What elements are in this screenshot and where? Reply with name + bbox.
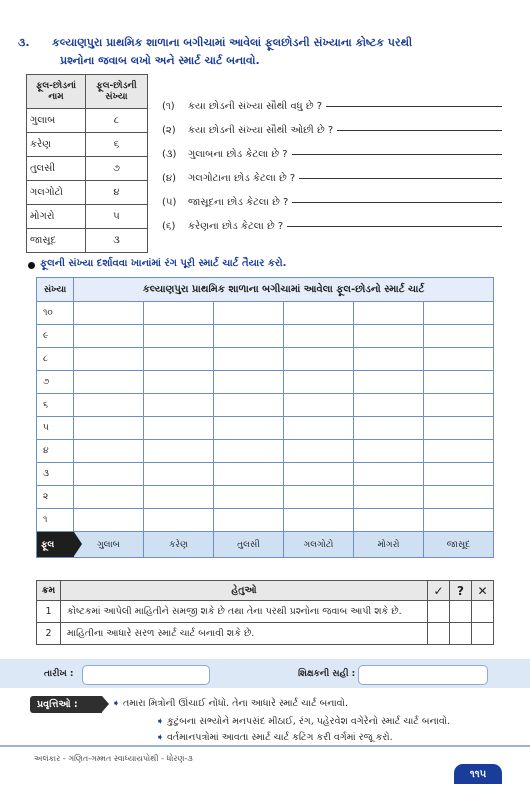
tick-icon: ✓ [428,581,450,601]
chart-cell[interactable] [424,417,493,439]
question-item [162,88,502,112]
question-item-text: જાસૂદના છોડ કેટલા છે ? [188,197,289,208]
question-list [162,88,502,232]
table-row [27,229,148,253]
chart-cell[interactable] [74,440,144,462]
evaluation-row [37,601,494,623]
chart-cell[interactable] [284,440,354,462]
table-row [27,133,148,157]
teacher-signature-label: શિક્ષકની સહી : [298,669,356,679]
activity-item: ➧ તમારા મિત્રોની ઊંચાઈ નોંધો. તેના આધારે સ્માર્ટ ચાર્ટ બનાવો. [112,698,348,709]
question-item-number: (૨) [162,125,176,136]
chart-y-label: ૫ [37,417,74,439]
flower-name: ગલગોટો [27,181,86,205]
flower-name: મોગરો [27,205,86,229]
table-row [27,205,148,229]
chart-y-header: સંખ્યા [37,278,74,301]
chart-row [37,440,493,463]
chart-cell[interactable] [284,394,354,416]
page-number: ૧૧૫ [454,764,502,784]
footer-book-title: અલંકાર - ગણિત-ગમ્મત સ્વાધ્યાયપોથી - ધોરણ-૩ [34,754,193,763]
header-objectives: હેતુઓ [61,581,428,601]
chart-y-label: ૬ [37,394,74,416]
chart-cell[interactable] [284,348,354,370]
flower-name: તુલસી [27,157,86,181]
chart-cell[interactable] [144,417,214,439]
header-serial: ક્રમ [37,581,61,601]
question-item-text: કયા છોડની સંખ્યા સૌથી ઓછી છે ? [188,125,334,136]
chart-cell[interactable] [424,440,493,462]
chart-y-label: ૭ [37,371,74,393]
chart-category-label: ગુલાબ [74,532,144,557]
table-header-row [27,75,148,109]
table-row [27,109,148,133]
question-item-number: (૬) [162,221,176,232]
cross-icon: ✕ [472,581,494,601]
chart-cell[interactable] [424,325,493,347]
activity-item: ➧ કુટુંબના સભ્યોને મનપસંદ મીઠાઈ, રંગ, પહેરવેશ વગેરેનો સ્માર્ટ ચાર્ટ બનાવો. [156,716,451,727]
chart-y-label: ૧૦ [37,302,74,324]
question-line-2: પ્રશ્નોના જવાબ લખો અને સ્માર્ટ ચાર્ટ બનાવો. [60,54,260,67]
question-item-text: કયા છોડની સંખ્યા સૌથી વધુ છે ? [188,101,323,112]
chart-category-label: તુલસી [214,532,284,557]
arrow-icon: ➧ [112,698,120,709]
question-item-number: (૫) [162,197,177,208]
flower-count: ૭ [85,157,147,181]
chart-cell[interactable] [214,348,284,370]
chart-cell[interactable] [74,302,144,324]
answer-line[interactable] [326,106,502,107]
chart-cell[interactable] [354,486,424,508]
flower-count: ૫ [85,205,147,229]
answer-line[interactable] [287,226,502,227]
chart-cell[interactable] [214,371,284,393]
question-number: ૩. [18,36,30,49]
question-item-number: (૧) [162,101,175,112]
chart-cell[interactable] [354,440,424,462]
chart-footer [37,532,493,557]
header-flower-count: ફૂલ-છોડની સંખ્યા [85,75,147,109]
chart-x-header: ફૂલ [37,532,74,557]
question-cell[interactable] [450,601,472,623]
chart-cell[interactable] [284,463,354,485]
chart-cell[interactable] [214,509,284,531]
flower-name: ગુલાબ [27,109,86,133]
arrow-icon: ➧ [156,732,164,743]
tick-cell[interactable] [428,601,450,623]
chart-row [37,371,493,394]
question-item [162,208,502,232]
chart-cell[interactable] [284,486,354,508]
chart-cell[interactable] [284,417,354,439]
chart-header [37,278,493,302]
evaluation-header-row [37,581,494,601]
chart-cell[interactable] [214,302,284,324]
chart-cell[interactable] [354,302,424,324]
chart-cell[interactable] [74,371,144,393]
chart-y-label: ૩ [37,463,74,485]
table-row [27,181,148,205]
chart-cell[interactable] [214,394,284,416]
question-item-number: (૪) [162,173,177,184]
answer-line[interactable] [292,154,502,155]
question-item-text: કરેણના છોડ કેટલા છે ? [188,221,284,232]
chart-cell[interactable] [354,394,424,416]
chart-cell[interactable] [74,348,144,370]
chart-cell[interactable] [214,463,284,485]
chart-cell[interactable] [424,486,493,508]
question-line-1: કલ્યાણપુરા પ્રાથમિક શાળાના બગીચામાં આવેલાં ફૂલછોડની સંખ્યાના કોષ્ટક પરથી [52,36,413,49]
question-cell[interactable] [450,623,472,645]
chart-cell[interactable] [144,302,214,324]
chart-cell[interactable] [284,302,354,324]
answer-line[interactable] [292,202,502,203]
activities-label: પ્રવૃત્તિઓ : [30,696,102,713]
evaluation-row-text: માહિતીના આધારે સરળ સ્માર્ટ ચાર્ટ બનાવી શકે છે. [61,623,428,645]
chart-cell[interactable] [74,394,144,416]
question-item [162,160,502,184]
chart-row [37,463,493,486]
bullet-icon [28,262,35,269]
chart-cell[interactable] [354,463,424,485]
chart-row [37,325,493,348]
chart-cell[interactable] [214,417,284,439]
flower-count: ૩ [85,229,147,253]
evaluation-table [36,580,494,645]
chart-cell[interactable] [284,371,354,393]
chart-cell[interactable] [354,509,424,531]
chart-row [37,348,493,371]
chart-y-label: ૧ [37,509,74,531]
flower-count: ૪ [85,181,147,205]
chart-cell[interactable] [214,486,284,508]
table-row [27,157,148,181]
chart-y-label: ૨ [37,486,74,508]
chart-y-label: ૮ [37,348,74,370]
header-flower-name: ફૂલ-છોડનાં નામ [27,75,86,109]
footer-divider [0,745,530,747]
date-field[interactable] [82,665,210,685]
chart-cell[interactable] [144,348,214,370]
chart-cell[interactable] [424,509,493,531]
chart-cell[interactable] [424,371,493,393]
chart-row [37,394,493,417]
chart-y-label: ૪ [37,440,74,462]
chart-cell[interactable] [144,371,214,393]
chart-category-label: જાસૂદ [446,539,471,550]
chart-cell[interactable] [144,394,214,416]
chart-row [37,509,493,532]
evaluation-row-number: 2 [37,623,61,645]
question-mark-icon: ? [450,581,472,601]
flower-count: ૮ [85,109,147,133]
chart-cell[interactable] [144,440,214,462]
chart-cell[interactable] [74,509,144,531]
chart-row [37,302,493,325]
arrow-icon: ➧ [156,716,164,727]
chart-category-label: ગલગોટો [284,532,354,557]
chart-cell[interactable] [424,463,493,485]
chart-cell[interactable] [144,463,214,485]
chart-cell[interactable] [214,325,284,347]
date-label: તારીખ : [44,669,74,679]
chart-cell[interactable] [354,348,424,370]
chart-cell[interactable] [144,509,214,531]
chart-cell[interactable] [354,325,424,347]
question-item-number: (૩) [162,149,177,160]
chart-category-label: કરેણ [144,532,214,557]
chart-cell[interactable] [424,348,493,370]
question-item [162,136,502,160]
chart-cell[interactable] [74,486,144,508]
chart-y-label: ૯ [37,325,74,347]
evaluation-row [37,623,494,645]
chart-cell[interactable] [284,325,354,347]
question-item-text: ગલગોટાના છોડ કેટલા છે ? [188,173,296,184]
chart-cell[interactable] [424,302,493,324]
chart-cell[interactable] [284,509,354,531]
evaluation-row-text: કોષ્ટકમાં આપેલી માહિતીને સમજી શકે છે તથા તેના પરથી પ્રશ્નોના જવાબ આપી શકે છે. [61,601,428,623]
cross-cell[interactable] [472,623,494,645]
tick-cell[interactable] [428,623,450,645]
flower-name: કરેણ [27,133,86,157]
evaluation-row-number: 1 [37,601,61,623]
smart-chart [36,277,494,558]
chart-cell[interactable] [74,325,144,347]
answer-line[interactable] [299,178,502,179]
chart-cell[interactable] [144,325,214,347]
chart-category-label: મોગરો [354,532,424,557]
flower-name: જાસૂદ [27,229,86,253]
question-item [162,112,502,136]
chart-title: કલ્યાણપુરા પ્રાથમિક શાળાના બગીચામાં આવેલા ફૂલ-છોડનો સ્માર્ટ ચાર્ટ [142,284,425,295]
cross-cell[interactable] [472,601,494,623]
chart-cell[interactable] [74,417,144,439]
answer-line[interactable] [337,130,502,131]
chart-cell[interactable] [144,486,214,508]
chart-row [37,486,493,509]
question-item [162,184,502,208]
question-heading [18,34,514,70]
chart-cell[interactable] [214,440,284,462]
flower-count-table [26,74,148,253]
chart-cell[interactable] [354,417,424,439]
chart-cell[interactable] [424,394,493,416]
chart-grid [37,302,493,532]
chart-cell[interactable] [354,371,424,393]
question-item-text: ગુલાબના છોડ કેટલા છે ? [188,149,288,160]
teacher-signature-field[interactable] [358,665,488,685]
chart-cell[interactable] [74,463,144,485]
activity-item: ➧ વર્તમાનપત્રોમાં આવતા સ્માર્ટ ચાર્ટ કટિંગ કરી વર્ગમાં રજૂ કરો. [156,732,393,743]
chart-row [37,417,493,440]
chart-instruction: ફૂલની સંખ્યા દર્શાવવા ખાનાંમાં રંગ પૂરી સ્માર્ટ ચાર્ટ તૈયાર કરો. [40,258,287,269]
flower-count: ૬ [85,133,147,157]
